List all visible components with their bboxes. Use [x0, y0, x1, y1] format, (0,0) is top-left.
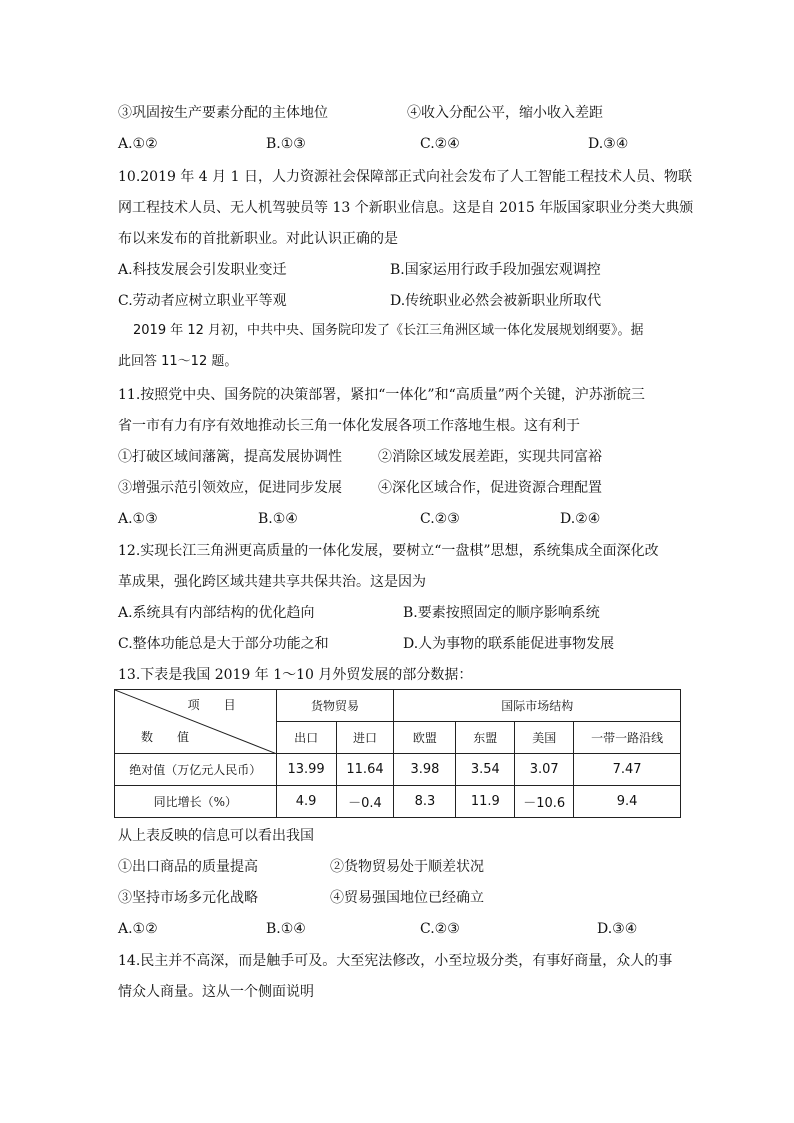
cell-value: 8.3 — [394, 786, 456, 818]
q9-choice-d: D.③④ — [588, 136, 629, 152]
q9-choice-b: B.①③ — [266, 136, 306, 152]
col-eu: 欧盟 — [394, 722, 456, 754]
table-corner-cell — [115, 690, 277, 754]
q10-stem-line-3: 布以来发布的首批新职业。对此认识正确的是 — [118, 231, 398, 247]
cell-value: －0.4 — [336, 786, 394, 818]
header-goods-trade: 货物贸易 — [276, 690, 394, 722]
q9-choice-a: A.①② — [118, 136, 158, 152]
q11-choice-c: C.②③ — [420, 511, 460, 527]
cell-value: 3.07 — [515, 754, 574, 786]
q13-after-table: 从上表反映的信息可以看出我国 — [118, 828, 314, 844]
q13-stem: 13.下表是我国 2019 年 1～10 月外贸发展的部分数据： — [118, 667, 473, 683]
q12-option-d: D.人为事物的联系能促进事物发展 — [403, 636, 615, 652]
q10-option-d: D.传统职业必然会被新职业所取代 — [390, 293, 602, 309]
col-import: 进口 — [336, 722, 394, 754]
q10-stem-line-1: 10.2019 年 4 月 1 日，人力资源社会保障部正式向社会发布了人工智能工程技术人员、物联 — [118, 169, 692, 185]
cell-value: 4.9 — [276, 786, 336, 818]
q11-item-4: ④深化区域合作，促进资源合理配置 — [378, 480, 602, 496]
q12-stem-line-1: 12.实现长江三角洲更高质量的一体化发展，要树立“一盘棋”思想，系统集成全面深化改 — [118, 543, 659, 559]
header-market-structure: 国际市场结构 — [394, 690, 681, 722]
cell-value: 9.4 — [574, 786, 681, 818]
q13-item-4: ④贸易强国地位已经确立 — [330, 890, 484, 906]
q11-item-1: ①打破区域间藩篱，提高发展协调性 — [118, 449, 342, 465]
q9-choice-c: C.②④ — [420, 136, 460, 152]
q10-option-c: C.劳动者应树立职业平等观 — [118, 293, 287, 309]
q14-stem-line-1: 14.民主并不高深，而是触手可及。大至宪法修改，小至垃圾分类，有事好商量，众人的事 — [118, 953, 673, 969]
col-usa: 美国 — [515, 722, 574, 754]
row-label-absolute: 绝对值（万亿元人民币） — [115, 754, 277, 786]
q11-choice-d: D.②④ — [560, 511, 601, 527]
cell-value: 13.99 — [276, 754, 336, 786]
cell-value: 3.98 — [394, 754, 456, 786]
q12-option-b: B.要素按照固定的顺序影响系统 — [403, 605, 600, 621]
q12-option-a: A.系统具有内部结构的优化趋向 — [118, 605, 315, 621]
q12-option-c: C.整体功能总是大于部分功能之和 — [118, 636, 329, 652]
q13-choice-b: B.①④ — [266, 921, 306, 937]
col-asean: 东盟 — [456, 722, 515, 754]
trade-data-table — [114, 689, 681, 818]
q13-choice-c: C.②③ — [420, 921, 460, 937]
cell-value: 7.47 — [574, 754, 681, 786]
table-row — [115, 786, 681, 818]
cell-value: 11.64 — [336, 754, 394, 786]
q11-stem-line-1: 11.按照党中央、国务院的决策部署，紧扣“一体化”和“高质量”两个关键，沪苏浙皖三 — [118, 387, 645, 403]
q9-item-4: ④收入分配公平，缩小收入差距 — [407, 105, 603, 121]
q11-choice-a: A.①③ — [118, 511, 158, 527]
q11-stem-line-2: 省一市有力有序有效地推动长三角一体化发展各项工作落地生根。这有利于 — [118, 418, 580, 434]
q11-item-2: ②消除区域发展差距，实现共同富裕 — [378, 449, 602, 465]
q13-item-1: ①出口商品的质量提高 — [118, 859, 258, 875]
q11-item-3: ③增强示范引领效应，促进同步发展 — [118, 480, 342, 496]
cell-value: 3.54 — [456, 754, 515, 786]
intro-line-2: 此回答 11～12 题。 — [118, 354, 238, 369]
q12-stem-line-2: 革成果，强化跨区域共建共享共保共治。这是因为 — [118, 574, 426, 590]
corner-label-items: 项 目 — [187, 698, 236, 712]
q10-option-b: B.国家运用行政手段加强宏观调控 — [390, 262, 601, 278]
q13-choice-d: D.③④ — [597, 921, 638, 937]
q11-choice-b: B.①④ — [258, 511, 298, 527]
intro-line-1: 2019 年 12 月初，中共中央、国务院印发了《长江三角洲区域一体化发展规划纲要》。据 — [133, 323, 644, 338]
q10-option-a: A.科技发展会引发职业变迁 — [118, 262, 287, 278]
col-export: 出口 — [276, 722, 336, 754]
q13-item-3: ③坚持市场多元化战略 — [118, 890, 258, 906]
q9-item-3: ③巩固按生产要素分配的主体地位 — [118, 105, 328, 121]
table-row — [115, 754, 681, 786]
corner-label-values: 数 值 — [141, 730, 190, 744]
table-header-row-1 — [115, 690, 681, 722]
q10-stem-line-2: 网工程技术人员、无人机驾驶员等 13 个新职业信息。这是自 2015 年版国家职业分类大典颁 — [118, 200, 694, 216]
cell-value: 11.9 — [456, 786, 515, 818]
q14-stem-line-2: 情众人商量。这从一个侧面说明 — [118, 984, 314, 1000]
q13-item-2: ②货物贸易处于顺差状况 — [330, 859, 484, 875]
col-belt-road: 一带一路沿线 — [574, 722, 681, 754]
row-label-growth: 同比增长（%） — [115, 786, 277, 818]
q13-choice-a: A.①② — [118, 921, 158, 937]
cell-value: －10.6 — [515, 786, 574, 818]
